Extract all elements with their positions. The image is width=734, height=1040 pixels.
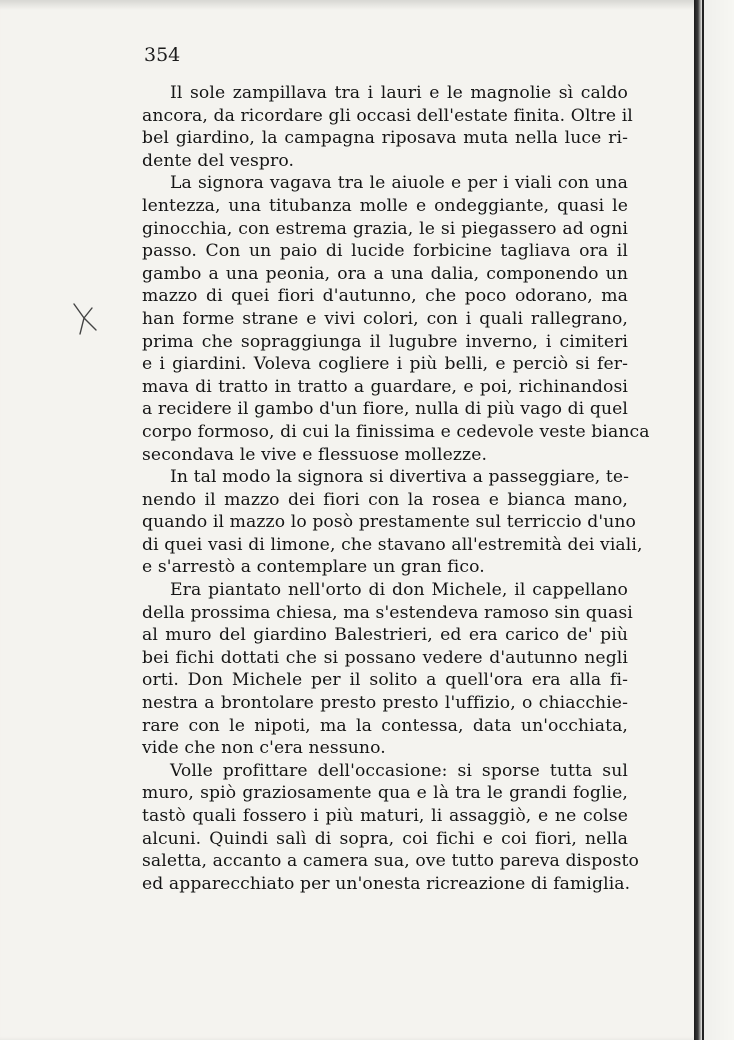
- margin-pencil-mark: [70, 300, 100, 340]
- text-line: La signora vagava tra le aiuole e per i viali con una: [170, 173, 628, 194]
- text-line: quando il mazzo lo posò prestamente sul terriccio d'uno: [142, 512, 636, 533]
- text-line: dente del vespro.: [142, 150, 295, 171]
- text-line: prima che sopraggiunga il lugubre inverno, i cimiteri: [142, 331, 628, 352]
- text-line: gambo a una peonia, ora a una dalia, componendo un: [142, 263, 628, 284]
- text-line: mava di tratto in tratto a guardare, e poi, richinandosi: [142, 376, 628, 397]
- text-line: corpo formoso, di cui la finissima e cedevole veste bianca: [142, 421, 650, 442]
- text-line: al muro del giardino Balestrieri, ed era carico de' più: [142, 625, 628, 646]
- text-line: han forme strane e vivi colori, con i quali rallegrano,: [142, 308, 628, 329]
- text-line: bel giardino, la campagna riposava muta nella luce ri-: [142, 128, 628, 149]
- text-line: di quei vasi di limone, che stavano all'estremità dei viali,: [142, 534, 643, 555]
- text-line: bei fichi dottati che si possano vedere d'autunno negli: [142, 647, 628, 668]
- text-line: Il sole zampillava tra i lauri e le magnolie sì caldo: [170, 83, 628, 103]
- text-line: nestra a brontolare presto presto l'uffizio, o chiacchie-: [142, 693, 628, 714]
- text-line: orti. Don Michele per il solito a quell'ora era alla fi-: [142, 670, 628, 691]
- text-line: e i giardini. Voleva cogliere i più belli, e perciò si fer-: [142, 354, 628, 375]
- text-line: muro, spiò graziosamente qua e là tra le grandi foglie,: [142, 783, 628, 804]
- text-line: della prossima chiesa, ma s'estendeva ramoso sin quasi: [142, 602, 633, 623]
- book-spine: [694, 0, 734, 1040]
- page-top-edge: [0, 0, 700, 10]
- text-line: rare con le nipoti, ma la contessa, data un'occhiata,: [142, 715, 628, 736]
- text-line: ginocchia, con estrema grazia, le si piegassero ad ogni: [142, 218, 628, 239]
- text-line: e s'arrestò a contemplare un gran fico.: [142, 557, 485, 578]
- text-line: alcuni. Quindi salì di sopra, coi fichi e coi fiori, nella: [142, 828, 628, 849]
- text-line: vide che non c'era nessuno.: [142, 738, 386, 759]
- text-line: Volle profittare dell'occasione: si sporse tutta sul: [170, 760, 628, 781]
- text-line: saletta, accanto a camera sua, ove tutto pareva disposto: [142, 851, 639, 872]
- text-line: tastò quali fossero i più maturi, li assaggiò, e ne colse: [142, 806, 628, 826]
- text-line: secondava le vive e flessuose mollezze.: [142, 444, 488, 465]
- text-line: mazzo di quei fiori d'autunno, che poco odorano, ma: [142, 286, 628, 307]
- text-line: In tal modo la signora si divertiva a passeggiare, te-: [170, 467, 630, 488]
- body-text: [142, 82, 650, 895]
- text-line: ed apparecchiato per un'onesta ricreazione di famiglia.: [142, 873, 631, 894]
- text-line: a recidere il gambo d'un fiore, nulla di più vago di quel: [142, 399, 628, 420]
- text-line: Era piantato nell'orto di don Michele, il cappellano: [170, 580, 628, 601]
- spine-edge-line: [702, 0, 704, 1040]
- text-line: lentezza, una titubanza molle e ondeggiante, quasi le: [142, 195, 628, 216]
- text-line: ancora, da ricordare gli occasi dell'estate finita. Oltre il: [142, 105, 633, 126]
- text-line: nendo il mazzo dei fiori con la rosea e bianca mano,: [142, 489, 628, 510]
- page-number: 354: [144, 44, 181, 66]
- text-line: passo. Con un paio di lucide forbicine tagliava ora il: [142, 241, 628, 262]
